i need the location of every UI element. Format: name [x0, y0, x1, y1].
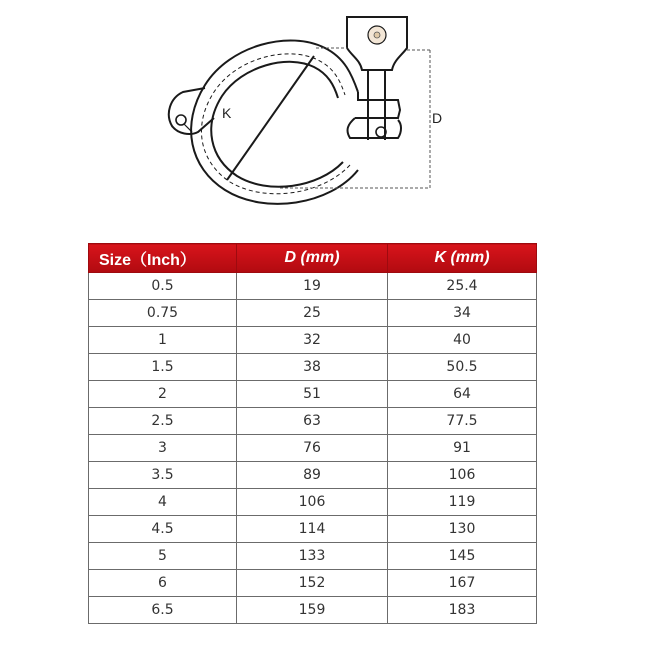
upper-flange	[355, 92, 400, 118]
cell-size: 4.5	[89, 516, 237, 543]
clamp-diagram	[0, 0, 652, 240]
table-row	[89, 489, 537, 516]
cell-k: 40	[388, 327, 537, 354]
clamp-ring-inner	[211, 62, 343, 187]
cell-d: 106	[237, 489, 388, 516]
d-label: D	[432, 110, 443, 126]
table-row	[89, 327, 537, 354]
cell-size: 0.5	[89, 273, 237, 300]
cell-size: 0.75	[89, 300, 237, 327]
cell-k: 77.5	[388, 408, 537, 435]
table-row	[89, 516, 537, 543]
cell-k: 106	[388, 462, 537, 489]
cell-k: 25.4	[388, 273, 537, 300]
clamp-ring-outer	[191, 40, 358, 203]
cell-size: 6.5	[89, 597, 237, 624]
header-size: Size（Inch）	[89, 244, 237, 273]
cell-d: 63	[237, 408, 388, 435]
table-body	[89, 273, 537, 624]
cell-d: 76	[237, 435, 388, 462]
cell-d: 159	[237, 597, 388, 624]
table-row	[89, 381, 537, 408]
hinge-pin	[176, 115, 186, 125]
k-label: K	[222, 105, 232, 121]
cell-size: 1	[89, 327, 237, 354]
cell-k: 183	[388, 597, 537, 624]
cell-size: 3.5	[89, 462, 237, 489]
cell-size: 2	[89, 381, 237, 408]
cell-d: 152	[237, 570, 388, 597]
table-row	[89, 543, 537, 570]
table-row	[89, 273, 537, 300]
table-row	[89, 300, 537, 327]
table-row	[89, 570, 537, 597]
table-row	[89, 597, 537, 624]
cell-d: 114	[237, 516, 388, 543]
cell-k: 167	[388, 570, 537, 597]
header-d: D (mm)	[237, 244, 388, 273]
cell-k: 145	[388, 543, 537, 570]
header-k: K (mm)	[388, 244, 537, 273]
cell-d: 32	[237, 327, 388, 354]
cell-k: 34	[388, 300, 537, 327]
cell-k: 50.5	[388, 354, 537, 381]
cell-size: 3	[89, 435, 237, 462]
cell-k: 119	[388, 489, 537, 516]
cell-size: 4	[89, 489, 237, 516]
clamp-ring-dashed	[201, 54, 350, 194]
cell-d: 19	[237, 273, 388, 300]
cell-size: 1.5	[89, 354, 237, 381]
cell-d: 133	[237, 543, 388, 570]
cell-size: 6	[89, 570, 237, 597]
cell-d: 51	[237, 381, 388, 408]
cell-k: 91	[388, 435, 537, 462]
table-row	[89, 408, 537, 435]
wing-nut-center-inner	[374, 32, 380, 38]
table-row	[89, 462, 537, 489]
cell-k: 130	[388, 516, 537, 543]
cell-d: 38	[237, 354, 388, 381]
cell-d: 89	[237, 462, 388, 489]
size-spec-table	[88, 243, 537, 624]
cell-k: 64	[388, 381, 537, 408]
table-row	[89, 435, 537, 462]
cell-d: 25	[237, 300, 388, 327]
cell-size: 2.5	[89, 408, 237, 435]
k-diameter-line	[227, 56, 314, 180]
table-header-row	[89, 244, 537, 273]
lower-flange	[348, 118, 401, 138]
table-row	[89, 354, 537, 381]
cell-size: 5	[89, 543, 237, 570]
